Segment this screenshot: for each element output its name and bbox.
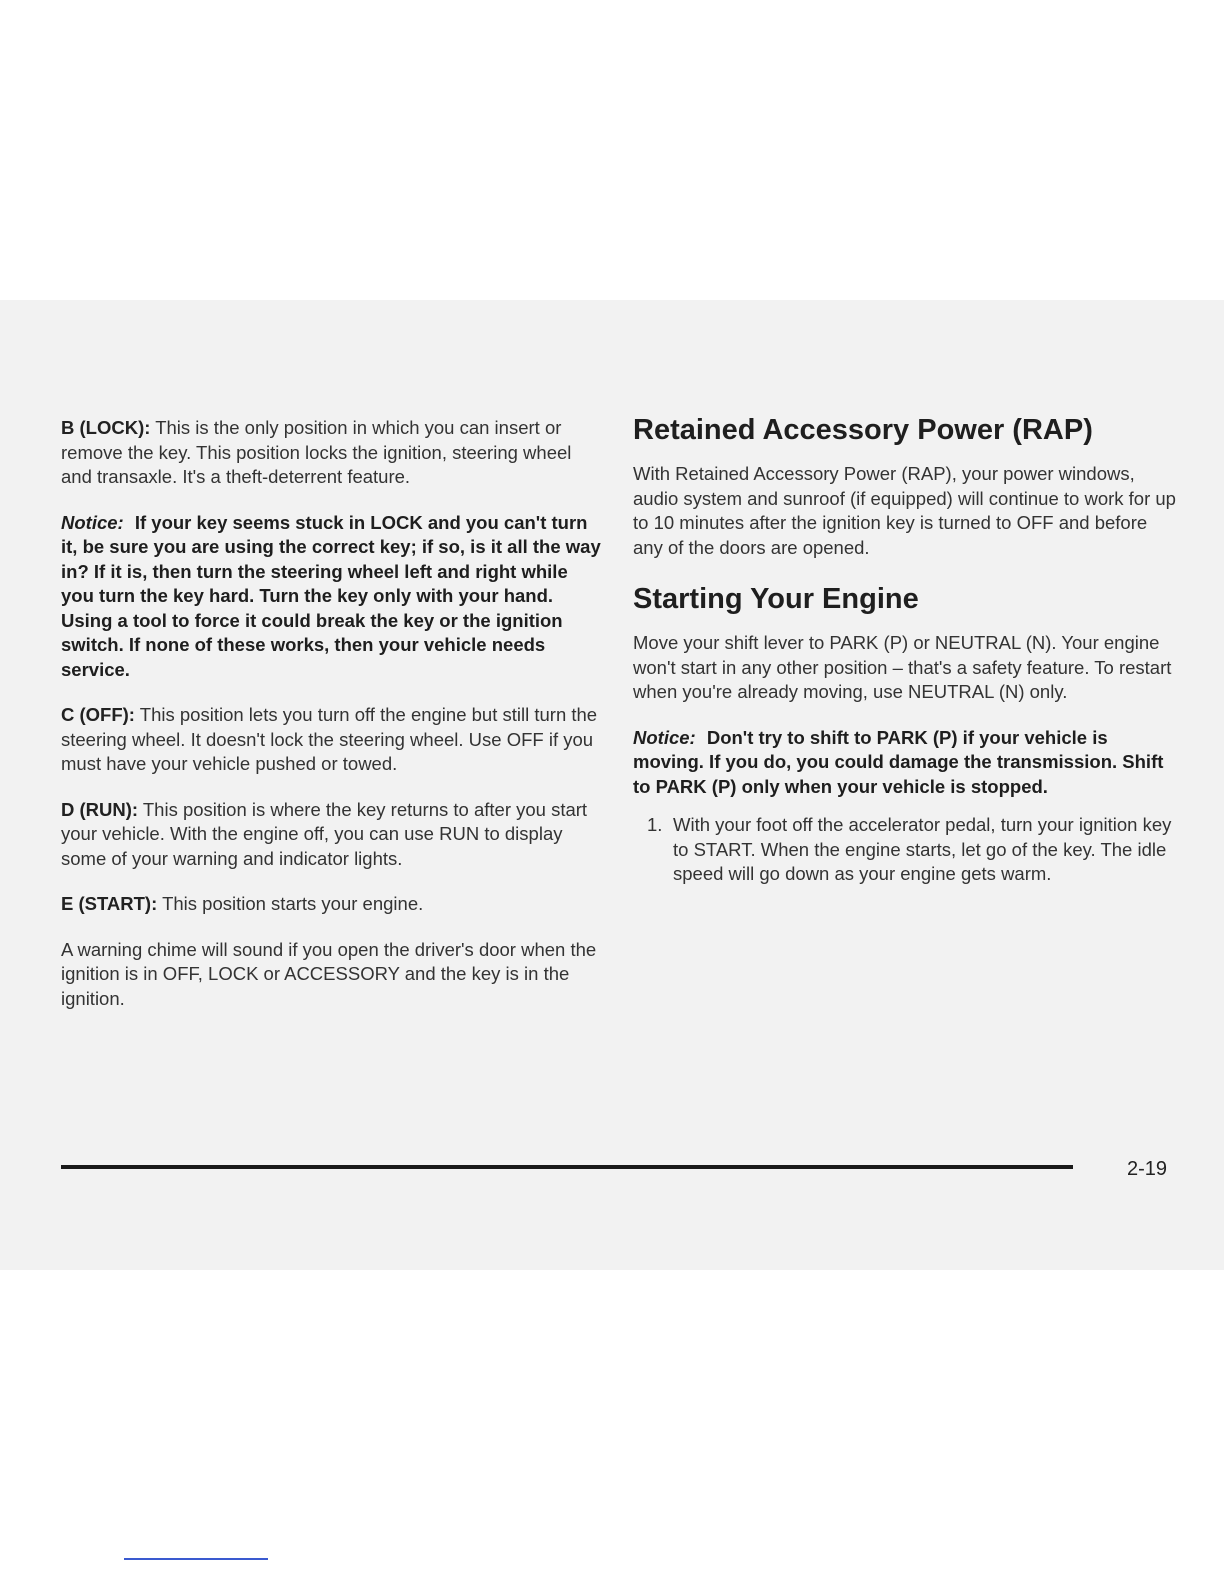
starting-paragraph: Move your shift lever to PARK (P) or NEUTRAL (N). Your engine won't start in any other position – that's a safety feature. To restart when you're already moving, use NEUTRAL (N) only.	[633, 632, 1172, 702]
left-column	[61, 416, 601, 1032]
off-paragraph	[61, 703, 601, 777]
right-column	[633, 412, 1178, 887]
rap-paragraph: With Retained Accessory Power (RAP), your power windows, audio system and sunroof (if equipped) will continue to work for up to 10 minutes after the ignition key is turned to OFF and before any of the doors are opened.	[633, 463, 1176, 558]
steps-list	[633, 813, 1178, 887]
step-text: With your foot off the accelerator pedal, turn your ignition key to START. When the engine starts, let go of the key. The idle speed will go down as your engine gets warm.	[673, 814, 1172, 884]
notice-park	[633, 726, 1178, 800]
notice-label: Notice:	[633, 726, 696, 748]
start-term: E (START):	[61, 893, 158, 914]
run-term: D (RUN):	[61, 798, 139, 820]
page-number: 2-19	[1127, 1158, 1168, 1180]
step-number: 1.	[647, 814, 663, 835]
run-paragraph	[61, 798, 601, 872]
rap-heading: Retained Accessory Power (RAP)	[633, 414, 1093, 446]
off-text: This position lets you turn off the engine but still turn the steering wheel. It doesn't lock the steering wheel. Use OFF if you must have your vehicle pushed or towed.	[61, 704, 598, 774]
bottom-link-underline[interactable]	[124, 1558, 268, 1560]
footer-rule	[61, 1165, 1073, 1169]
chime-paragraph: A warning chime will sound if you open the driver's door when the ignition is in OFF, LOCK or ACCESSORY and the key is in the ignition.	[61, 938, 597, 1009]
lock-paragraph	[61, 416, 601, 490]
starting-heading: Starting Your Engine	[633, 583, 919, 615]
start-paragraph	[61, 892, 601, 917]
notice-key-stuck	[61, 511, 601, 683]
run-text: This position is where the key returns to after you start your vehicle. With the engine off, you can use RUN to display some of your warning and indicator lights.	[61, 798, 588, 869]
off-term: C (OFF):	[61, 704, 135, 725]
lock-text: This is the only position in which you can insert or remove the key. This position locks the ignition, steering wheel and transaxle. It's a theft-deterrent feature.	[61, 417, 572, 487]
notice-text: Don't try to shift to PARK (P) if your vehicle is moving. If you do, you could damage the transmission. Shift to PARK (P) only when your vehicle is stopped.	[633, 726, 1164, 797]
notice-text: If your key seems stuck in LOCK and you can't turn it, be sure you are using the correct key; if so, is it all the way in? If it is, then turn the steering wheel left and right while you turn the key hard. Turn the key only with your hand. Using a tool to force it could break the key or the ignition switch. If none of these works, then your vehicle needs service.	[61, 511, 601, 680]
lock-term: B (LOCK):	[61, 417, 151, 438]
notice-label: Notice:	[61, 511, 124, 533]
start-text: This position starts your engine.	[162, 893, 424, 914]
list-item	[633, 813, 1178, 887]
